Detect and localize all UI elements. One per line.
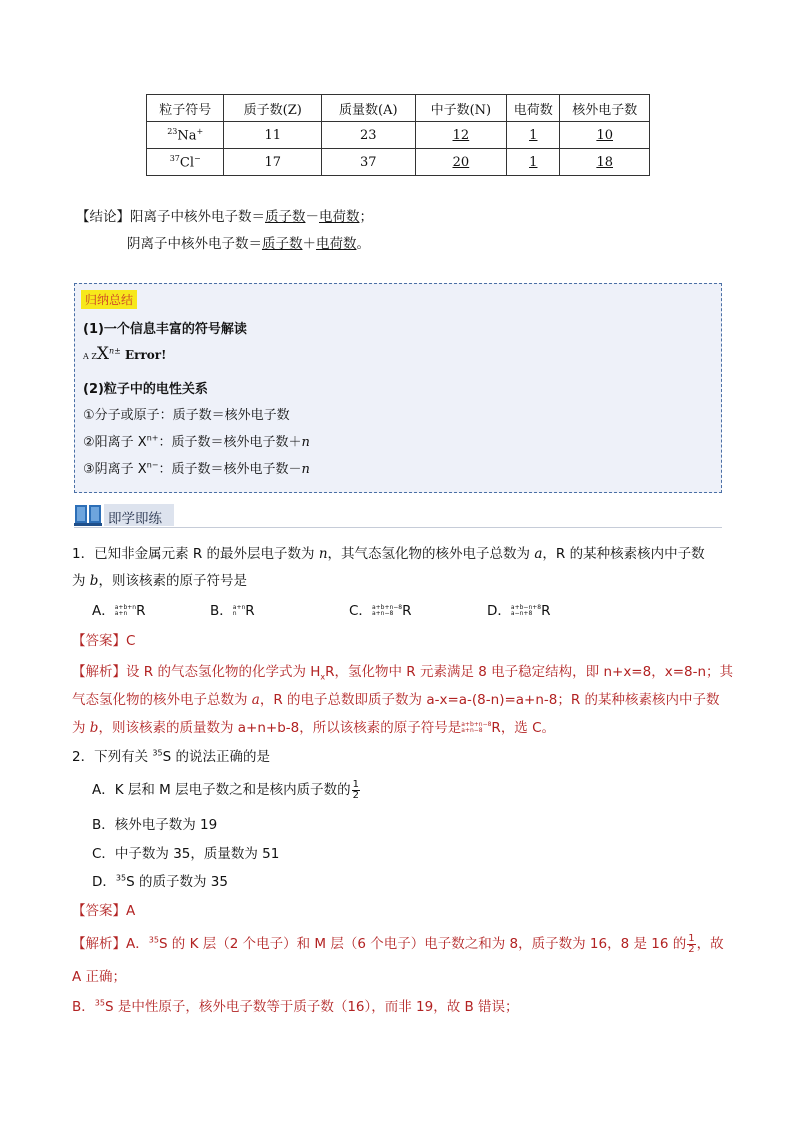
q1-answer bbox=[72, 629, 135, 649]
summary-item-2 bbox=[83, 431, 310, 450]
text: A． bbox=[126, 936, 149, 952]
nuclide-charge: n± bbox=[109, 346, 121, 356]
mass-number-cell: 37 bbox=[322, 149, 416, 176]
text: ，R 的电子总数即质子数为 a-x=a-(8-n)=a+n-8；R 的某种核素核内中子数 bbox=[259, 692, 720, 708]
q1-explanation-line-3 bbox=[72, 716, 555, 736]
summary-item-1: ①分子或原子：质子数＝核外电子数 bbox=[83, 408, 290, 423]
mass-number: 37 bbox=[169, 153, 180, 163]
particle-symbol bbox=[147, 122, 224, 149]
table-header: 中子数(N) bbox=[415, 95, 507, 122]
variable: n bbox=[318, 546, 328, 562]
text: 设 R 的气态氢化物的化学式为 H bbox=[126, 664, 321, 680]
text: ，选 C。 bbox=[500, 720, 556, 736]
text: ，则该核素的原子符号是 bbox=[98, 573, 247, 589]
table-header: 电荷数 bbox=[507, 95, 560, 122]
text: S 的质子数为 35 bbox=[126, 874, 228, 890]
element-symbol: Na bbox=[177, 128, 197, 144]
answer-tag: 【答案】 bbox=[72, 633, 126, 649]
option-letter: B． bbox=[210, 603, 233, 619]
option-letter: D． bbox=[487, 603, 511, 619]
nuclide-indices: a+n n bbox=[232, 604, 246, 617]
text: 为 bbox=[72, 720, 90, 736]
summary-tag: 归纳总结 bbox=[81, 290, 137, 309]
text: 为 bbox=[72, 573, 90, 589]
summary-heading-2: (2)粒子中的电性关系 bbox=[83, 382, 208, 397]
q2-explanation-line-3 bbox=[72, 995, 519, 1015]
answer-value: A bbox=[126, 903, 136, 919]
charge-count: 1 bbox=[507, 122, 560, 149]
electron-count: 18 bbox=[560, 149, 650, 176]
table-header: 质量数(A) bbox=[322, 95, 416, 122]
error-text: Error! bbox=[125, 348, 167, 362]
nuclide-indices: A Z bbox=[83, 352, 97, 361]
variable: a bbox=[534, 546, 543, 562]
text: ③阴离子 X bbox=[83, 462, 147, 477]
element-symbol: R bbox=[136, 603, 146, 619]
summary-heading-1: (1)一个信息丰富的符号解读 bbox=[83, 322, 247, 337]
nuclide-indices: a+b+n−8 a+n−8 bbox=[461, 721, 492, 734]
option-letter: A． bbox=[92, 603, 115, 619]
q1-option-c[interactable] bbox=[349, 599, 412, 619]
ion-charge: − bbox=[194, 153, 201, 163]
text: ，R 的某种核素核内中子数 bbox=[542, 546, 705, 562]
text: S 的说法正确的是 bbox=[162, 749, 270, 765]
text: 2．下列有关 bbox=[72, 749, 153, 765]
text: 阴离子中核外电子数＝ bbox=[127, 236, 262, 252]
nuclide-indices: a+b+n a+n bbox=[114, 604, 137, 617]
q2-answer bbox=[72, 899, 135, 919]
superscript: n− bbox=[146, 460, 159, 470]
superscript: 35 bbox=[115, 873, 127, 883]
electron-count: 10 bbox=[560, 122, 650, 149]
answer-value: C bbox=[126, 633, 136, 649]
superscript: 35 bbox=[152, 748, 163, 758]
practice-header bbox=[74, 502, 722, 528]
q1-option-b[interactable] bbox=[210, 599, 255, 619]
nuclide-symbol bbox=[83, 344, 166, 364]
q2-option-a[interactable] bbox=[92, 778, 361, 801]
option-letter: D． bbox=[92, 874, 116, 890]
variable: b bbox=[89, 720, 99, 736]
text: R，氢化物中 R 元素满足 8 电子稳定结构，即 n+x=8，x=8-n；其 bbox=[325, 664, 734, 680]
divider bbox=[74, 527, 722, 528]
explanation-tag: 【解析】 bbox=[72, 936, 126, 952]
option-text: A．K 层和 M 层电子数之和是核内质子数的 bbox=[92, 782, 351, 798]
element-symbol: R bbox=[541, 603, 551, 619]
option-letter: C． bbox=[349, 603, 372, 619]
q1-option-d[interactable] bbox=[487, 599, 550, 619]
table-row bbox=[147, 122, 650, 149]
answer-tag: 【答案】 bbox=[72, 903, 126, 919]
q2-explanation-line-2: A 正确； bbox=[72, 969, 127, 985]
text: B． bbox=[72, 999, 95, 1015]
particle-symbol bbox=[147, 149, 224, 176]
text: ：质子数＝核外电子数＋ bbox=[158, 435, 302, 450]
q2-option-b[interactable]: B．核外电子数为 19 bbox=[92, 817, 218, 833]
text: S 是中性原子，核外电子数等于质子数（16），而非 19，故 B 错误； bbox=[104, 999, 519, 1015]
neutron-count: 20 bbox=[415, 149, 507, 176]
underlined-term: 质子数 bbox=[265, 209, 306, 225]
table-header: 粒子符号 bbox=[147, 95, 224, 122]
element-symbol: Cl bbox=[179, 155, 195, 171]
table-header-row bbox=[147, 95, 650, 122]
element-symbol: R bbox=[245, 603, 255, 619]
fraction-half: $\frac{1}{2}$ bbox=[688, 932, 695, 955]
summary-box bbox=[74, 283, 722, 493]
q1-stem-line-1 bbox=[72, 542, 705, 562]
text: ，其气态氢化物的核外电子总数为 bbox=[327, 546, 535, 562]
text: 1．已知非金属元素 R 的最外层电子数为 bbox=[72, 546, 319, 562]
particle-table bbox=[146, 94, 650, 176]
text: ，故 bbox=[696, 936, 724, 952]
q2-stem bbox=[72, 745, 270, 765]
table-header: 核外电子数 bbox=[560, 95, 650, 122]
element-symbol: R bbox=[491, 720, 501, 736]
variable: b bbox=[89, 573, 99, 589]
q2-explanation-line-1 bbox=[72, 932, 724, 955]
text: 。 bbox=[356, 236, 370, 252]
mass-number-cell: 23 bbox=[322, 122, 416, 149]
summary-item-3 bbox=[83, 458, 310, 477]
text: ＋ bbox=[302, 236, 316, 252]
nuclide-indices: a+b−n+8 a−n+8 bbox=[510, 604, 542, 617]
charge-count: 1 bbox=[507, 149, 560, 176]
practice-title: 即学即练 bbox=[108, 511, 162, 527]
underlined-term: 电荷数 bbox=[316, 236, 357, 252]
variable: n bbox=[301, 462, 310, 477]
ion-charge: + bbox=[196, 126, 204, 136]
underlined-term: 电荷数 bbox=[319, 209, 360, 225]
book-icon bbox=[74, 503, 102, 527]
text: 阳离子中核外电子数＝ bbox=[130, 209, 265, 225]
conclusion-line-2 bbox=[127, 232, 370, 252]
text: － bbox=[305, 209, 319, 225]
text: 气态氢化物的核外电子总数为 bbox=[72, 692, 252, 708]
q1-explanation-line-1 bbox=[72, 660, 733, 682]
text: S 的 K 层（2 个电子）和 M 层（6 个电子）电子数之和为 8，质子数为 16，8 是 16 的 bbox=[158, 936, 687, 952]
underlined-term: 质子数 bbox=[262, 236, 303, 252]
variable: n bbox=[301, 435, 310, 450]
text: ，则该核素的质量数为 a+n+b-8，所以该核素的原子符号是 bbox=[98, 720, 462, 736]
table-row bbox=[147, 149, 650, 176]
conclusion-tag: 【结论】 bbox=[76, 209, 130, 225]
q1-stem-line-2 bbox=[72, 569, 247, 589]
q1-explanation-line-2 bbox=[72, 688, 720, 708]
text: ②阳离子 X bbox=[83, 435, 147, 450]
q2-option-c[interactable]: C．中子数为 35，质量数为 51 bbox=[92, 846, 280, 862]
superscript: 35 bbox=[148, 935, 159, 945]
mass-number: 23 bbox=[167, 126, 178, 136]
table-header: 质子数(Z) bbox=[224, 95, 322, 122]
element-symbol: R bbox=[402, 603, 412, 619]
proton-count: 11 bbox=[224, 122, 322, 149]
explanation-tag: 【解析】 bbox=[72, 664, 126, 680]
neutron-count: 12 bbox=[415, 122, 507, 149]
variable: a bbox=[251, 692, 260, 708]
q1-option-a[interactable] bbox=[92, 599, 145, 619]
conclusion-line-1 bbox=[76, 205, 373, 225]
fraction-half: $\frac{1}{2}$ bbox=[352, 778, 359, 801]
text: ； bbox=[359, 209, 373, 225]
nuclide-indices: a+b+n−8 a+n−8 bbox=[371, 604, 403, 617]
q2-option-d[interactable] bbox=[92, 870, 228, 890]
superscript: 35 bbox=[94, 998, 105, 1008]
superscript: n+ bbox=[146, 433, 159, 443]
nuclide-letter: X bbox=[96, 344, 109, 364]
text: ：质子数＝核外电子数－ bbox=[158, 462, 302, 477]
subscript: x bbox=[320, 672, 326, 682]
proton-count: 17 bbox=[224, 149, 322, 176]
